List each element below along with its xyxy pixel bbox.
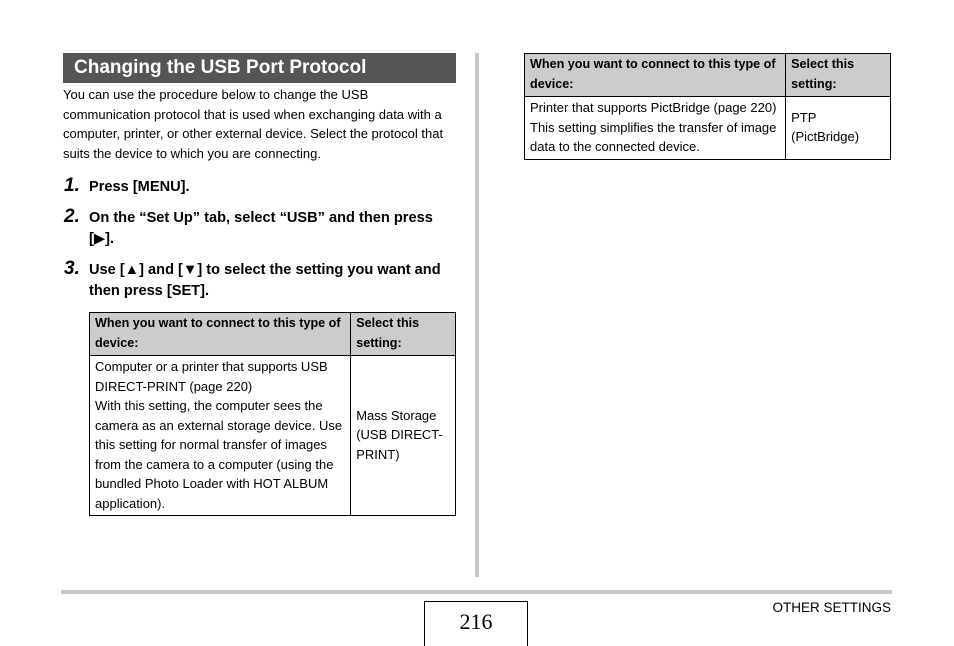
table-header-row: [525, 54, 891, 97]
intro-paragraph: You can use the procedure below to change the USB communication protocol that is used when exchanging data with a computer, printer, or other external device. Select the protocol that suits the device to which you are connecting.: [63, 87, 444, 161]
step-number: 2.: [64, 206, 80, 227]
column-divider: [475, 53, 479, 577]
step-2: [63, 208, 456, 250]
left-column: [63, 53, 456, 516]
step-1: [63, 177, 456, 198]
section-heading: Changing the USB Port Protocol: [63, 53, 456, 83]
device-name: Computer or a printer that supports USB DIRECT-PRINT (page 220): [95, 359, 328, 394]
step-number: 3.: [64, 258, 80, 279]
table-header-row: [90, 313, 456, 356]
setting-detail: (USB DIRECT-PRINT): [356, 427, 443, 462]
footer-section-name: OTHER SETTINGS: [772, 600, 891, 615]
footer-rule: [61, 590, 892, 594]
device-description: With this setting, the computer sees the camera as an external storage device. Use this setting for normal transfer of images from the camera to a computer (using the bundled Photo Loader with HOT ALBUM application).: [95, 398, 343, 511]
step-text: Use [▲] and [▼] to select the setting you want and then press [SET].: [89, 262, 441, 299]
step-list: [63, 177, 456, 302]
setting-name: PTP: [791, 109, 817, 125]
device-column-header: When you want to connect to this type of device:: [525, 54, 786, 97]
step-number: 1.: [64, 175, 80, 196]
setting-column-header: Select this setting:: [786, 54, 891, 97]
settings-table-usb: [89, 312, 456, 516]
page-number: 216: [424, 601, 528, 646]
table-row: [90, 356, 456, 516]
table-row: [525, 97, 891, 160]
settings-table-ptp: [524, 53, 891, 160]
device-column-header: When you want to connect to this type of device:: [90, 313, 351, 356]
setting-cell: [351, 356, 456, 516]
device-description: This setting simplifies the transfer of image data to the connected device.: [530, 119, 777, 154]
setting-name: Mass Storage: [356, 407, 437, 423]
setting-column-header: Select this setting:: [351, 313, 456, 356]
device-name: Printer that supports PictBridge (page 220): [530, 100, 777, 115]
setting-detail: (PictBridge): [791, 129, 860, 145]
step-3: [63, 260, 456, 302]
setting-cell: [786, 97, 891, 160]
device-cell: [525, 97, 786, 160]
device-cell: [90, 356, 351, 516]
step-text: On the “Set Up” tab, select “USB” and then press [▶].: [89, 210, 433, 247]
step-text: Press [MENU].: [89, 179, 190, 195]
right-column: [524, 53, 891, 160]
